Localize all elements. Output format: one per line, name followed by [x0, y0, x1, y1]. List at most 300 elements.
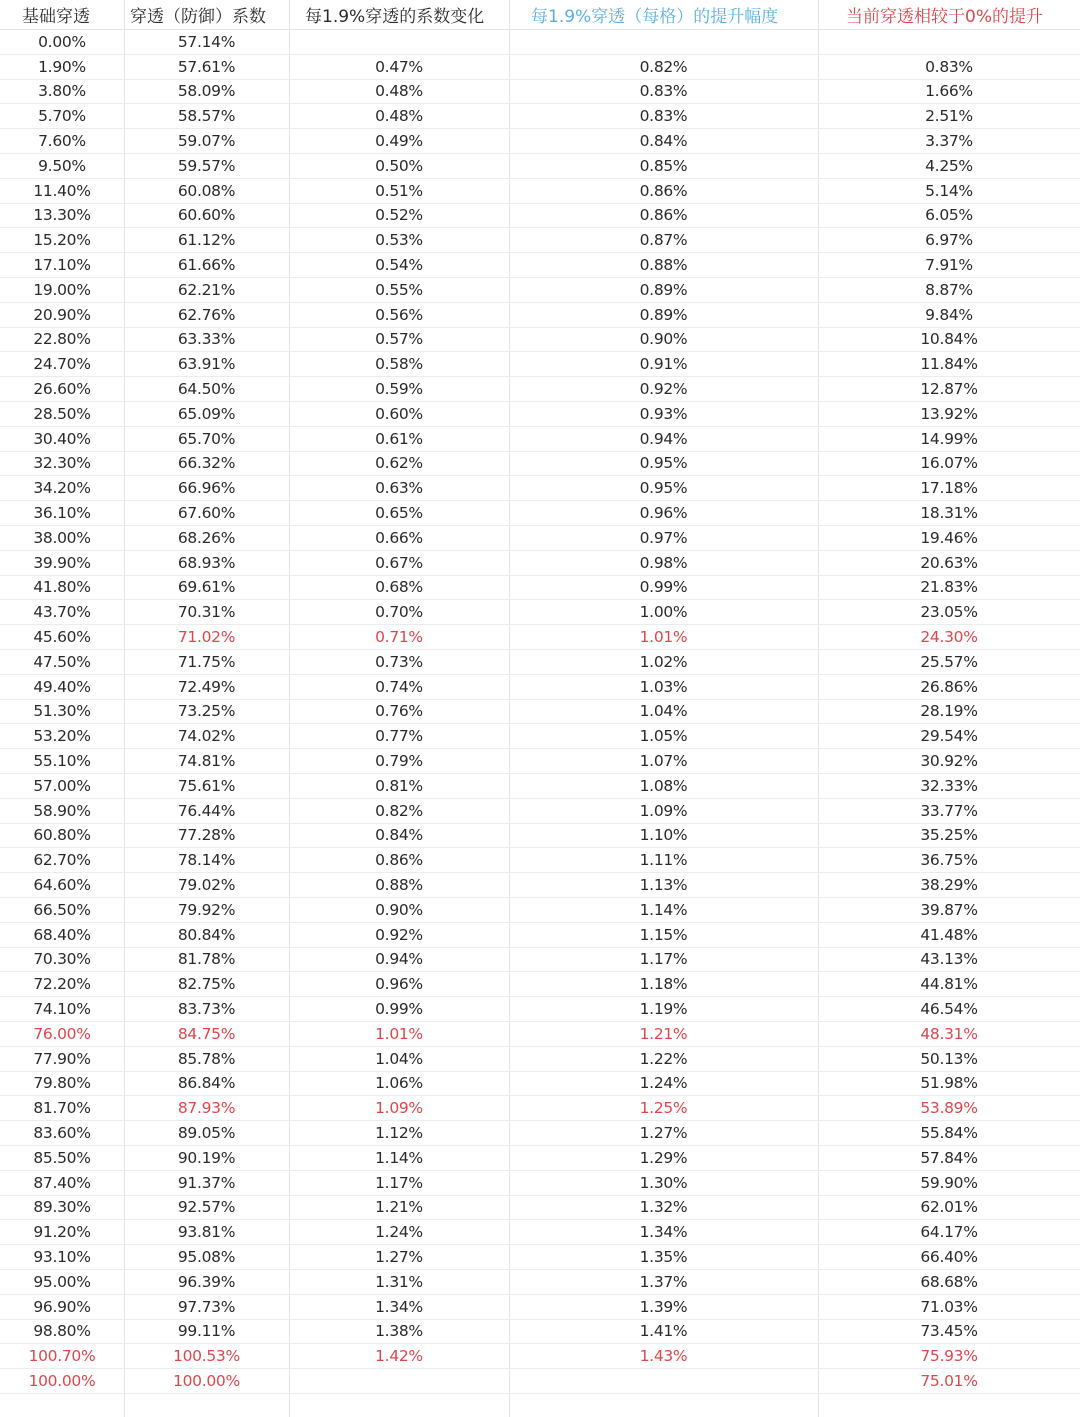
step-increase-cell[interactable]: 0.88%: [639, 256, 688, 275]
coefficient-cell[interactable]: 61.66%: [177, 256, 236, 275]
base-penetration-cell[interactable]: 72.20%: [33, 975, 91, 994]
coefficient-change-cell[interactable]: 0.58%: [375, 355, 423, 374]
total-increase-cell[interactable]: 26.86%: [920, 677, 978, 696]
header-row: [0, 0, 1080, 30]
step-increase-cell[interactable]: 1.09%: [639, 801, 688, 820]
total-increase-cell[interactable]: 50.13%: [920, 1049, 978, 1068]
step-increase-cell[interactable]: 0.89%: [639, 305, 688, 324]
step-increase-cell[interactable]: 1.19%: [639, 1000, 688, 1019]
step-increase-cell[interactable]: 1.13%: [639, 876, 688, 895]
coefficient-cell[interactable]: 99.11%: [177, 1322, 236, 1341]
base-penetration-cell[interactable]: 96.90%: [33, 1297, 91, 1316]
base-penetration-cell[interactable]: 0.00%: [38, 32, 86, 51]
coefficient-cell[interactable]: 74.81%: [177, 752, 236, 771]
table-row: [0, 526, 1080, 551]
total-increase-cell[interactable]: 20.63%: [920, 553, 978, 572]
coefficient-change-cell[interactable]: 1.17%: [375, 1173, 423, 1192]
table-row: [0, 551, 1080, 576]
table-row: [0, 476, 1080, 501]
step-increase-cell[interactable]: 1.29%: [639, 1148, 688, 1167]
total-increase-cell[interactable]: 48.31%: [920, 1024, 978, 1043]
coefficient-cell[interactable]: 83.73%: [177, 1000, 236, 1019]
coefficient-cell[interactable]: 66.96%: [177, 479, 236, 498]
base-penetration-cell[interactable]: 95.00%: [33, 1272, 91, 1291]
base-penetration-cell[interactable]: 36.10%: [33, 504, 91, 523]
base-penetration-cell[interactable]: 79.80%: [33, 1074, 91, 1093]
step-increase-cell[interactable]: 0.83%: [639, 107, 688, 126]
coefficient-change-cell[interactable]: 1.04%: [375, 1049, 423, 1068]
coefficient-change-cell[interactable]: 0.84%: [375, 826, 423, 845]
coefficient-change-cell[interactable]: 1.24%: [375, 1223, 423, 1242]
header-defense-coefficient[interactable]: 穿透（防御）系数: [130, 7, 266, 27]
coefficient-cell[interactable]: 76.44%: [177, 801, 236, 820]
total-increase-cell[interactable]: 6.05%: [925, 206, 973, 225]
coefficient-change-cell[interactable]: 1.12%: [375, 1124, 423, 1143]
step-increase-cell[interactable]: 1.32%: [639, 1198, 688, 1217]
step-increase-cell[interactable]: 0.94%: [639, 429, 688, 448]
coefficient-cell[interactable]: 57.14%: [177, 32, 236, 51]
total-increase-cell[interactable]: 38.29%: [920, 876, 978, 895]
table-row: [0, 154, 1080, 179]
total-increase-cell[interactable]: 73.45%: [920, 1322, 978, 1341]
coefficient-cell[interactable]: 89.05%: [177, 1124, 236, 1143]
coefficient-cell[interactable]: 77.28%: [177, 826, 236, 845]
total-increase-cell[interactable]: 75.93%: [920, 1347, 978, 1366]
total-increase-cell[interactable]: 29.54%: [920, 727, 978, 746]
base-penetration-cell[interactable]: 83.60%: [33, 1124, 91, 1143]
table-row: [0, 675, 1080, 700]
coefficient-cell[interactable]: 96.39%: [177, 1272, 236, 1291]
total-increase-cell[interactable]: 57.84%: [920, 1148, 978, 1167]
step-increase-cell[interactable]: 1.11%: [639, 851, 688, 870]
table-row: [0, 873, 1080, 898]
total-increase-cell[interactable]: 30.92%: [920, 752, 978, 771]
step-increase-cell[interactable]: 1.24%: [639, 1074, 688, 1093]
step-increase-cell[interactable]: 0.96%: [639, 504, 688, 523]
coefficient-change-cell[interactable]: 0.51%: [375, 181, 423, 200]
total-increase-cell[interactable]: 8.87%: [925, 280, 973, 299]
coefficient-change-cell[interactable]: 0.55%: [375, 280, 423, 299]
base-penetration-cell[interactable]: 17.10%: [33, 256, 91, 275]
base-penetration-cell[interactable]: 89.30%: [33, 1198, 91, 1217]
coefficient-change-cell[interactable]: 0.79%: [375, 752, 423, 771]
total-increase-cell[interactable]: 39.87%: [920, 900, 978, 919]
base-penetration-cell[interactable]: 66.50%: [33, 900, 91, 919]
base-penetration-cell[interactable]: 28.50%: [33, 404, 91, 423]
base-penetration-cell[interactable]: 68.40%: [33, 925, 91, 944]
step-increase-cell[interactable]: 1.25%: [639, 1099, 688, 1118]
total-increase-cell[interactable]: 23.05%: [920, 603, 978, 622]
total-increase-cell[interactable]: 21.83%: [920, 578, 978, 597]
coefficient-cell[interactable]: 61.12%: [177, 231, 236, 250]
coefficient-cell[interactable]: 91.37%: [177, 1173, 236, 1192]
base-penetration-cell[interactable]: 5.70%: [38, 107, 86, 126]
total-increase-cell[interactable]: 24.30%: [920, 628, 978, 647]
coefficient-change-cell[interactable]: 0.49%: [375, 132, 423, 151]
coefficient-change-cell[interactable]: 1.42%: [375, 1347, 423, 1366]
base-penetration-cell[interactable]: 100.70%: [28, 1347, 96, 1366]
base-penetration-cell[interactable]: 22.80%: [33, 330, 91, 349]
step-increase-cell[interactable]: 1.04%: [639, 702, 688, 721]
coefficient-change-cell[interactable]: 1.14%: [375, 1148, 423, 1167]
total-increase-cell[interactable]: 68.68%: [920, 1272, 978, 1291]
header-step-increase[interactable]: 每1.9%穿透（每格）的提升幅度: [531, 7, 779, 27]
total-increase-cell[interactable]: 62.01%: [920, 1198, 978, 1217]
total-increase-cell[interactable]: 1.66%: [925, 82, 973, 101]
table-row: [0, 377, 1080, 402]
table-row: [0, 278, 1080, 303]
base-penetration-cell[interactable]: 13.30%: [33, 206, 91, 225]
coefficient-cell[interactable]: 81.78%: [177, 950, 236, 969]
coefficient-change-cell[interactable]: 0.47%: [375, 57, 423, 76]
base-penetration-cell[interactable]: 81.70%: [33, 1099, 91, 1118]
total-increase-cell[interactable]: 5.14%: [925, 181, 973, 200]
total-increase-cell[interactable]: 25.57%: [920, 652, 978, 671]
step-increase-cell[interactable]: 1.02%: [639, 652, 688, 671]
table-row: [0, 1171, 1080, 1196]
step-increase-cell[interactable]: 1.05%: [639, 727, 688, 746]
base-penetration-cell[interactable]: 57.00%: [33, 776, 91, 795]
coefficient-change-cell[interactable]: 1.06%: [375, 1074, 423, 1093]
step-increase-cell[interactable]: 0.97%: [639, 528, 688, 547]
step-increase-cell[interactable]: 0.92%: [639, 380, 688, 399]
coefficient-cell[interactable]: 70.31%: [177, 603, 236, 622]
coefficient-change-cell[interactable]: 0.61%: [375, 429, 423, 448]
coefficient-change-cell[interactable]: 0.90%: [375, 900, 423, 919]
coefficient-change-cell[interactable]: 0.94%: [375, 950, 423, 969]
base-penetration-cell[interactable]: 100.00%: [28, 1372, 96, 1391]
base-penetration-cell[interactable]: 51.30%: [33, 702, 91, 721]
coefficient-cell[interactable]: 97.73%: [177, 1297, 236, 1316]
coefficient-cell[interactable]: 62.21%: [177, 280, 236, 299]
header-total-increase[interactable]: 当前穿透相较于0%的提升: [846, 7, 1043, 27]
coefficient-change-cell[interactable]: 0.54%: [375, 256, 423, 275]
step-increase-cell[interactable]: 1.41%: [639, 1322, 688, 1341]
total-increase-cell[interactable]: 14.99%: [920, 429, 978, 448]
table-row: [0, 30, 1080, 55]
coefficient-change-cell[interactable]: 0.77%: [375, 727, 423, 746]
coefficient-change-cell[interactable]: 1.34%: [375, 1297, 423, 1316]
coefficient-cell[interactable]: 71.75%: [177, 652, 236, 671]
coefficient-cell[interactable]: 90.19%: [177, 1148, 236, 1167]
coefficient-cell[interactable]: 67.60%: [177, 504, 236, 523]
step-increase-cell[interactable]: 1.37%: [639, 1272, 688, 1291]
base-penetration-cell[interactable]: 76.00%: [33, 1024, 91, 1043]
step-increase-cell[interactable]: 1.39%: [639, 1297, 688, 1316]
coefficient-change-cell[interactable]: 0.63%: [375, 479, 423, 498]
step-increase-cell[interactable]: 0.85%: [639, 156, 688, 175]
total-increase-cell[interactable]: 4.25%: [925, 156, 973, 175]
coefficient-cell[interactable]: 62.76%: [177, 305, 236, 324]
total-increase-cell[interactable]: 43.13%: [920, 950, 978, 969]
step-increase-cell[interactable]: 0.91%: [639, 355, 688, 374]
total-increase-cell[interactable]: 71.03%: [920, 1297, 978, 1316]
step-increase-cell[interactable]: 1.27%: [639, 1124, 688, 1143]
total-increase-cell[interactable]: 0.83%: [925, 57, 973, 76]
coefficient-change-cell[interactable]: 1.09%: [375, 1099, 423, 1118]
coefficient-cell[interactable]: 95.08%: [177, 1248, 236, 1267]
base-penetration-cell[interactable]: 11.40%: [33, 181, 91, 200]
total-increase-cell[interactable]: 11.84%: [920, 355, 978, 374]
coefficient-change-cell[interactable]: 0.59%: [375, 380, 423, 399]
total-increase-cell[interactable]: 44.81%: [920, 975, 978, 994]
coefficient-cell[interactable]: 59.07%: [177, 132, 236, 151]
step-increase-cell[interactable]: [509, 1369, 818, 1393]
base-penetration-cell[interactable]: 3.80%: [38, 82, 86, 101]
base-penetration-cell[interactable]: 30.40%: [33, 429, 91, 448]
coefficient-change-cell[interactable]: 0.76%: [375, 702, 423, 721]
step-increase-cell[interactable]: 1.43%: [639, 1347, 688, 1366]
base-penetration-cell[interactable]: 87.40%: [33, 1173, 91, 1192]
step-increase-cell[interactable]: 0.99%: [639, 578, 688, 597]
coefficient-cell[interactable]: 78.14%: [177, 851, 236, 870]
total-increase-cell[interactable]: 46.54%: [920, 1000, 978, 1019]
base-penetration-cell[interactable]: 32.30%: [33, 454, 91, 473]
coefficient-change-cell[interactable]: 1.38%: [375, 1322, 423, 1341]
coefficient-cell[interactable]: 60.08%: [177, 181, 236, 200]
coefficient-change-cell[interactable]: 0.68%: [375, 578, 423, 597]
step-increase-cell[interactable]: 1.08%: [639, 776, 688, 795]
step-increase-cell[interactable]: 1.30%: [639, 1173, 688, 1192]
coefficient-change-cell[interactable]: [289, 30, 509, 54]
coefficient-cell[interactable]: 87.93%: [177, 1099, 236, 1118]
step-increase-cell[interactable]: 1.18%: [639, 975, 688, 994]
step-increase-cell[interactable]: 0.95%: [639, 454, 688, 473]
base-penetration-cell[interactable]: 55.10%: [33, 752, 91, 771]
coefficient-change-cell[interactable]: 1.27%: [375, 1248, 423, 1267]
coefficient-change-cell[interactable]: 0.82%: [375, 801, 423, 820]
step-increase-cell[interactable]: 0.95%: [639, 479, 688, 498]
total-increase-cell[interactable]: 18.31%: [920, 504, 978, 523]
step-increase-cell[interactable]: 0.84%: [639, 132, 688, 151]
step-increase-cell[interactable]: 1.10%: [639, 826, 688, 845]
step-increase-cell[interactable]: 1.34%: [639, 1223, 688, 1242]
coefficient-change-cell[interactable]: 0.53%: [375, 231, 423, 250]
coefficient-change-cell[interactable]: [289, 1369, 509, 1393]
base-penetration-cell[interactable]: 70.30%: [33, 950, 91, 969]
table-row: [0, 303, 1080, 328]
coefficient-cell[interactable]: 85.78%: [177, 1049, 236, 1068]
base-penetration-cell[interactable]: 1.90%: [38, 57, 86, 76]
base-penetration-cell[interactable]: 58.90%: [33, 801, 91, 820]
coefficient-change-cell[interactable]: 0.56%: [375, 305, 423, 324]
total-increase-cell[interactable]: 55.84%: [920, 1124, 978, 1143]
total-increase-cell[interactable]: [818, 30, 1080, 54]
coefficient-change-cell[interactable]: 0.92%: [375, 925, 423, 944]
coefficient-cell[interactable]: 68.93%: [177, 553, 236, 572]
coefficient-change-cell[interactable]: 0.65%: [375, 504, 423, 523]
base-penetration-cell[interactable]: 91.20%: [33, 1223, 91, 1242]
base-penetration-cell[interactable]: 7.60%: [38, 132, 86, 151]
step-increase-cell[interactable]: 1.00%: [639, 603, 688, 622]
total-increase-cell[interactable]: 2.51%: [925, 107, 973, 126]
coefficient-change-cell[interactable]: 0.60%: [375, 404, 423, 423]
total-increase-cell[interactable]: 10.84%: [920, 330, 978, 349]
total-increase-cell[interactable]: 32.33%: [920, 776, 978, 795]
coefficient-cell[interactable]: 58.57%: [177, 107, 236, 126]
coefficient-change-cell[interactable]: 1.01%: [375, 1024, 423, 1043]
coefficient-change-cell[interactable]: 0.86%: [375, 851, 423, 870]
coefficient-cell[interactable]: 65.09%: [177, 404, 236, 423]
base-penetration-cell[interactable]: 93.10%: [33, 1248, 91, 1267]
step-increase-cell[interactable]: 1.07%: [639, 752, 688, 771]
table-row: [0, 1270, 1080, 1295]
total-increase-cell[interactable]: 19.46%: [920, 528, 978, 547]
coefficient-cell[interactable]: 63.91%: [177, 355, 236, 374]
step-increase-cell[interactable]: 1.22%: [639, 1049, 688, 1068]
base-penetration-cell[interactable]: 45.60%: [33, 628, 91, 647]
coefficient-cell[interactable]: 66.32%: [177, 454, 236, 473]
total-increase-cell[interactable]: 6.97%: [925, 231, 973, 250]
coefficient-cell[interactable]: 63.33%: [177, 330, 236, 349]
coefficient-change-cell[interactable]: 0.81%: [375, 776, 423, 795]
coefficient-cell[interactable]: 69.61%: [177, 578, 236, 597]
coefficient-change-cell[interactable]: 0.74%: [375, 677, 423, 696]
total-increase-cell[interactable]: 51.98%: [920, 1074, 978, 1093]
total-increase-cell[interactable]: 36.75%: [920, 851, 978, 870]
base-penetration-cell[interactable]: 62.70%: [33, 851, 91, 870]
base-penetration-cell[interactable]: 19.00%: [33, 280, 91, 299]
base-penetration-cell[interactable]: 41.80%: [33, 578, 91, 597]
coefficient-change-cell[interactable]: 0.73%: [375, 652, 423, 671]
coefficient-cell[interactable]: 79.02%: [177, 876, 236, 895]
coefficient-cell[interactable]: 65.70%: [177, 429, 236, 448]
coefficient-change-cell[interactable]: 0.70%: [375, 603, 423, 622]
coefficient-change-cell[interactable]: 0.88%: [375, 876, 423, 895]
table-row: [0, 352, 1080, 377]
table-row: [0, 650, 1080, 675]
base-penetration-cell[interactable]: 64.60%: [33, 876, 91, 895]
coefficient-cell[interactable]: 80.84%: [177, 925, 236, 944]
header-coefficient-change[interactable]: 每1.9%穿透的系数变化: [305, 7, 485, 27]
total-increase-cell[interactable]: 64.17%: [920, 1223, 978, 1242]
total-increase-cell[interactable]: 13.92%: [920, 404, 978, 423]
table-row: [0, 848, 1080, 873]
base-penetration-cell[interactable]: 20.90%: [33, 305, 91, 324]
coefficient-cell[interactable]: 59.57%: [177, 156, 236, 175]
coefficient-change-cell[interactable]: 0.48%: [375, 82, 423, 101]
step-increase-cell[interactable]: 1.35%: [639, 1248, 688, 1267]
step-increase-cell[interactable]: 0.86%: [639, 181, 688, 200]
total-increase-cell[interactable]: 33.77%: [920, 801, 978, 820]
step-increase-cell[interactable]: 1.14%: [639, 900, 688, 919]
coefficient-cell[interactable]: 100.53%: [173, 1347, 240, 1366]
total-increase-cell[interactable]: 59.90%: [920, 1173, 978, 1192]
coefficient-cell[interactable]: 68.26%: [177, 528, 236, 547]
coefficient-change-cell[interactable]: 0.62%: [375, 454, 423, 473]
coefficient-cell[interactable]: 72.49%: [177, 677, 236, 696]
step-increase-cell[interactable]: 1.21%: [639, 1024, 688, 1043]
coefficient-change-cell[interactable]: 0.66%: [375, 528, 423, 547]
coefficient-change-cell[interactable]: 0.99%: [375, 1000, 423, 1019]
total-increase-cell[interactable]: 35.25%: [920, 826, 978, 845]
coefficient-cell[interactable]: 79.92%: [177, 900, 236, 919]
coefficient-cell[interactable]: 64.50%: [177, 380, 236, 399]
coefficient-change-cell[interactable]: 0.52%: [375, 206, 423, 225]
coefficient-cell[interactable]: 57.61%: [177, 57, 236, 76]
total-increase-cell[interactable]: 9.84%: [925, 305, 973, 324]
total-increase-cell[interactable]: 12.87%: [920, 380, 978, 399]
base-penetration-cell[interactable]: 15.20%: [33, 231, 91, 250]
base-penetration-cell[interactable]: 24.70%: [33, 355, 91, 374]
table-row: [0, 898, 1080, 923]
base-penetration-cell[interactable]: 34.20%: [33, 479, 91, 498]
coefficient-change-cell[interactable]: 0.48%: [375, 107, 423, 126]
coefficient-cell[interactable]: 100.00%: [173, 1372, 240, 1391]
step-increase-cell[interactable]: 1.17%: [639, 950, 688, 969]
coefficient-cell[interactable]: 75.61%: [177, 776, 236, 795]
total-increase-cell[interactable]: 53.89%: [920, 1099, 978, 1118]
coefficient-cell[interactable]: 86.84%: [177, 1074, 236, 1093]
coefficient-cell[interactable]: 58.09%: [177, 82, 236, 101]
base-penetration-cell[interactable]: 26.60%: [33, 380, 91, 399]
coefficient-cell[interactable]: 73.25%: [177, 702, 236, 721]
step-increase-cell[interactable]: [509, 30, 818, 54]
base-penetration-cell[interactable]: 38.00%: [33, 528, 91, 547]
step-increase-cell[interactable]: 0.86%: [639, 206, 688, 225]
total-increase-cell[interactable]: 17.18%: [920, 479, 978, 498]
coefficient-cell[interactable]: 82.75%: [177, 975, 236, 994]
coefficient-cell[interactable]: 92.57%: [177, 1198, 236, 1217]
base-penetration-cell[interactable]: 49.40%: [33, 677, 91, 696]
coefficient-cell[interactable]: 93.81%: [177, 1223, 236, 1242]
step-increase-cell[interactable]: 0.98%: [639, 553, 688, 572]
coefficient-change-cell[interactable]: 0.67%: [375, 553, 423, 572]
coefficient-change-cell[interactable]: 0.96%: [375, 975, 423, 994]
total-increase-cell[interactable]: 16.07%: [920, 454, 978, 473]
total-increase-cell[interactable]: 66.40%: [920, 1248, 978, 1267]
table-row: [0, 228, 1080, 253]
coefficient-cell[interactable]: 84.75%: [177, 1024, 236, 1043]
base-penetration-cell[interactable]: 47.50%: [33, 652, 91, 671]
base-penetration-cell[interactable]: 53.20%: [33, 727, 91, 746]
base-penetration-cell[interactable]: 9.50%: [38, 156, 86, 175]
base-penetration-cell[interactable]: 60.80%: [33, 826, 91, 845]
total-increase-cell[interactable]: 75.01%: [920, 1372, 978, 1391]
step-increase-cell[interactable]: 0.87%: [639, 231, 688, 250]
total-increase-cell[interactable]: 41.48%: [920, 925, 978, 944]
base-penetration-cell[interactable]: 77.90%: [33, 1049, 91, 1068]
total-increase-cell[interactable]: 3.37%: [925, 132, 973, 151]
coefficient-cell[interactable]: 74.02%: [177, 727, 236, 746]
total-increase-cell[interactable]: 7.91%: [925, 256, 973, 275]
coefficient-cell[interactable]: 71.02%: [177, 628, 236, 647]
coefficient-change-cell[interactable]: 1.21%: [375, 1198, 423, 1217]
base-penetration-cell[interactable]: 98.80%: [33, 1322, 91, 1341]
base-penetration-cell[interactable]: 74.10%: [33, 1000, 91, 1019]
step-increase-cell[interactable]: 1.15%: [639, 925, 688, 944]
step-increase-cell[interactable]: 1.03%: [639, 677, 688, 696]
coefficient-change-cell[interactable]: 0.57%: [375, 330, 423, 349]
base-penetration-cell[interactable]: 85.50%: [33, 1148, 91, 1167]
step-increase-cell[interactable]: 0.93%: [639, 404, 688, 423]
total-increase-cell[interactable]: 28.19%: [920, 702, 978, 721]
table-row: [0, 427, 1080, 452]
step-increase-cell[interactable]: 0.82%: [639, 57, 688, 76]
base-penetration-cell[interactable]: 39.90%: [33, 553, 91, 572]
step-increase-cell[interactable]: 0.83%: [639, 82, 688, 101]
coefficient-change-cell[interactable]: 0.71%: [375, 628, 423, 647]
header-base-penetration[interactable]: 基础穿透: [22, 7, 90, 27]
coefficient-cell[interactable]: 60.60%: [177, 206, 236, 225]
coefficient-change-cell[interactable]: 1.31%: [375, 1272, 423, 1291]
step-increase-cell[interactable]: 1.01%: [639, 628, 688, 647]
base-penetration-cell[interactable]: 43.70%: [33, 603, 91, 622]
step-increase-cell[interactable]: 0.89%: [639, 280, 688, 299]
coefficient-change-cell[interactable]: 0.50%: [375, 156, 423, 175]
step-increase-cell[interactable]: 0.90%: [639, 330, 688, 349]
table-row: [0, 1096, 1080, 1121]
